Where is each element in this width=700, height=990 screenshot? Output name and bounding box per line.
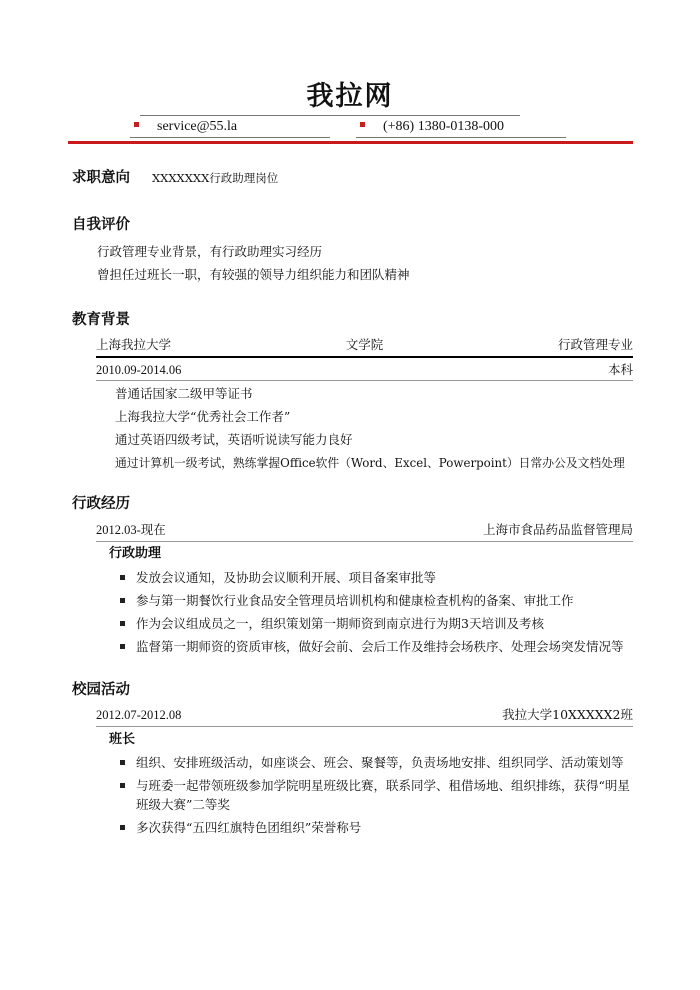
self-evaluation-line: 行政管理专业背景，有行政助理实习经历 (97, 244, 323, 259)
education-period: 2010.09-2014.06 (96, 363, 182, 377)
contact-email-line (134, 118, 237, 136)
bullet-square-icon (360, 122, 365, 127)
objective-title: 求职意向 (72, 169, 130, 186)
header-divider (68, 141, 633, 144)
bullet-square-icon (120, 760, 125, 765)
bullet-square-icon (134, 122, 139, 127)
self-evaluation-line: 曾担任过班长一职，有较强的领导力组织能力和团队精神 (97, 267, 410, 282)
school-name: 上海我拉大学 (96, 337, 172, 352)
work-period: 2012.03-现在 (96, 523, 166, 537)
bullet-square-icon (120, 825, 125, 830)
education-rule-thin (96, 380, 633, 381)
phone-underline (356, 137, 566, 138)
bullet-square-icon (120, 783, 125, 788)
work-period-row (96, 520, 633, 540)
campus-role: 班长 (109, 732, 136, 747)
email-underline (130, 137, 330, 138)
campus-rule (96, 726, 633, 727)
work-role: 行政助理 (109, 546, 162, 561)
campus-organization: 我拉大学10XXXXX2班 (502, 707, 633, 722)
education-title: 教育背景 (72, 311, 130, 328)
campus-period: 2012.07-2012.08 (96, 708, 182, 722)
education-item: 通过计算机一级考试，熟练掌握Office软件（Word、Excel、Powerpoint）日常办公及文档处理 (115, 456, 625, 470)
education-item: 通过英语四级考试，英语听说读写能力良好 (115, 432, 353, 447)
bullet-square-icon (120, 598, 125, 603)
contact-phone: (+86) 1380-0138-000 (383, 119, 505, 134)
education-item: 上海我拉大学“优秀社会工作者” (115, 409, 291, 424)
campus-bullet-list (120, 753, 640, 841)
bullet-square-icon (120, 621, 125, 626)
work-rule (96, 541, 633, 542)
contact-phone-line (360, 118, 504, 136)
self-evaluation-title: 自我评价 (72, 216, 130, 233)
education-rule-bold (96, 356, 633, 358)
list-item: 发放会议通知，及协助会议顺利开展、项目备案审批等 (120, 568, 635, 587)
list-item: 监督第一期师资的资质审核，做好会前、会后工作及维持会场秩序、处理会场突发情况等 (120, 637, 635, 656)
degree: 本科 (607, 362, 633, 377)
bullet-square-icon (120, 644, 125, 649)
list-item: 参与第一期餐饮行业食品安全管理员培训机构和健康检查机构的备案、审批工作 (120, 591, 635, 610)
work-title: 行政经历 (72, 495, 130, 512)
education-item: 普通话国家二级甲等证书 (115, 386, 253, 401)
objective-text: XXXXXXX行政助理岗位 (152, 171, 279, 185)
contact-email: service@55.la (157, 119, 238, 134)
work-bullet-list (120, 568, 635, 660)
major-name: 行政管理专业 (557, 337, 633, 352)
work-organization: 上海市食品药品监督管理局 (482, 522, 633, 537)
bullet-square-icon (120, 575, 125, 580)
education-period-row (96, 360, 633, 380)
campus-period-row (96, 705, 633, 725)
list-item: 与班委一起带领班级参加学院明星班级比赛，联系同学、租借场地、组织排练，获得“明星班级大赛”二等奖 (120, 776, 640, 814)
list-item: 组织、安排班级活动，如座谈会、班会、聚餐等，负责场地安排、组织同学、活动策划等 (120, 753, 640, 772)
list-item: 作为会议组成员之一，组织策划第一期师资到南京进行为期3天培训及考核 (120, 614, 635, 633)
list-item: 多次获得“五四红旗特色团组织”荣誉称号 (120, 818, 640, 837)
campus-title: 校园活动 (72, 681, 130, 698)
candidate-name: 我拉网 (306, 81, 394, 112)
education-header-row (96, 335, 633, 355)
name-underline (140, 115, 520, 116)
college-name: 文学院 (345, 337, 384, 352)
